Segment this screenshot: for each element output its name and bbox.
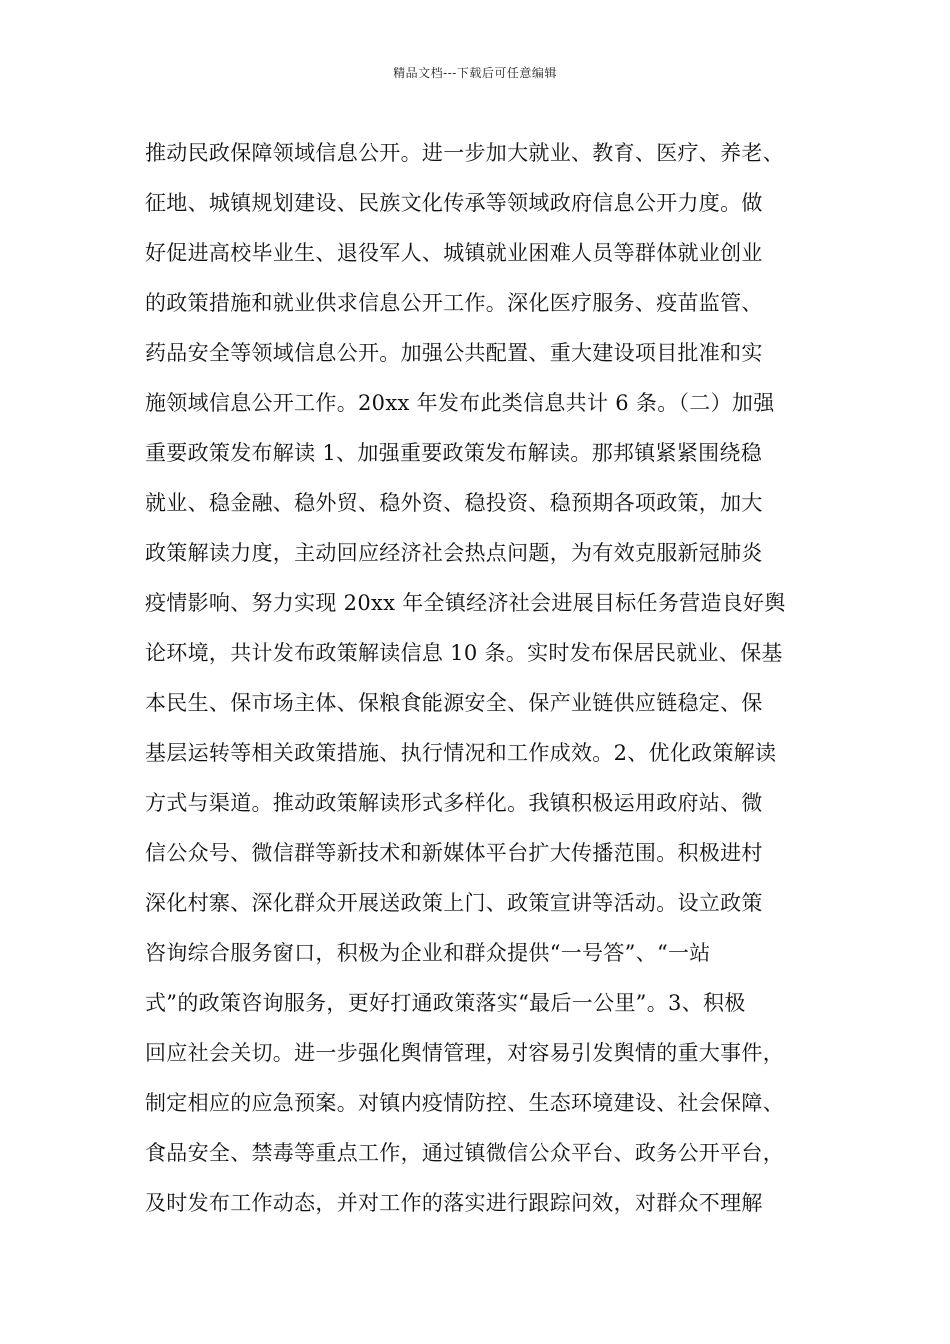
body-line: 咨询综合服务窗口，积极为企业和群众提供“一号答”、“一站 [145,941,711,965]
page-header: 精品文档---下载后可任意编辑 [393,66,557,80]
body-line: 推动民政保障领域信息公开。进一步加大就业、教育、医疗、养老、 [145,141,784,165]
document-body [145,128,835,1228]
body-line: 的政策措施和就业供求信息公开工作。深化医疗服务、疫苗监管、 [145,291,763,315]
body-line: 疫情影响、努力实现 20xx 年全镇经济社会进展目标任务营造良好舆 [145,591,786,615]
body-line: 及时发布工作动态，并对工作的落实进行跟踪问效，对群众不理解 [145,1191,763,1215]
body-line: 重要政策发布解读 1、加强重要政策发布解读。那邦镇紧紧围绕稳 [145,441,763,465]
body-line: 施领域信息公开工作。20xx 年发布此类信息共计 6 条。（二）加强 [145,391,775,415]
body-line: 式”的政策咨询服务，更好打通政策落实“最后一公里”。3、积极 [145,991,746,1015]
body-line: 就业、稳金融、稳外贸、稳外资、稳投资、稳预期各项政策，加大 [145,491,763,515]
body-line: 政策解读力度，主动回应经济社会热点问题，为有效克服新冠肺炎 [145,541,763,565]
body-line: 回应社会关切。进一步强化舆情管理，对容易引发舆情的重大事件， [145,1041,784,1065]
body-line: 深化村寨、深化群众开展送政策上门、政策宣讲等活动。设立政策 [145,891,763,915]
body-line: 信公众号、微信群等新技术和新媒体平台扩大传播范围。积极进村 [145,841,763,865]
body-line: 制定相应的应急预案。对镇内疫情防控、生态环境建设、社会保障、 [145,1091,784,1115]
body-line: 基层运转等相关政策措施、执行情况和工作成效。2、优化政策解读 [145,741,777,765]
body-line: 好促进高校毕业生、退役军人、城镇就业困难人员等群体就业创业 [145,241,763,265]
body-line: 方式与渠道。推动政策解读形式多样化。我镇积极运用政府站、微 [145,791,763,815]
body-line: 药品安全等领域信息公开。加强公共配置、重大建设项目批准和实 [145,341,763,365]
body-line: 论环境，共计发布政策解读信息 10 条。实时发布保居民就业、保基 [145,641,783,665]
body-line: 本民生、保市场主体、保粮食能源安全、保产业链供应链稳定、保 [145,691,763,715]
body-line: 征地、城镇规划建设、民族文化传承等领域政府信息公开力度。做 [145,191,763,215]
body-line: 食品安全、禁毒等重点工作，通过镇微信公众平台、政务公开平台， [145,1141,784,1165]
